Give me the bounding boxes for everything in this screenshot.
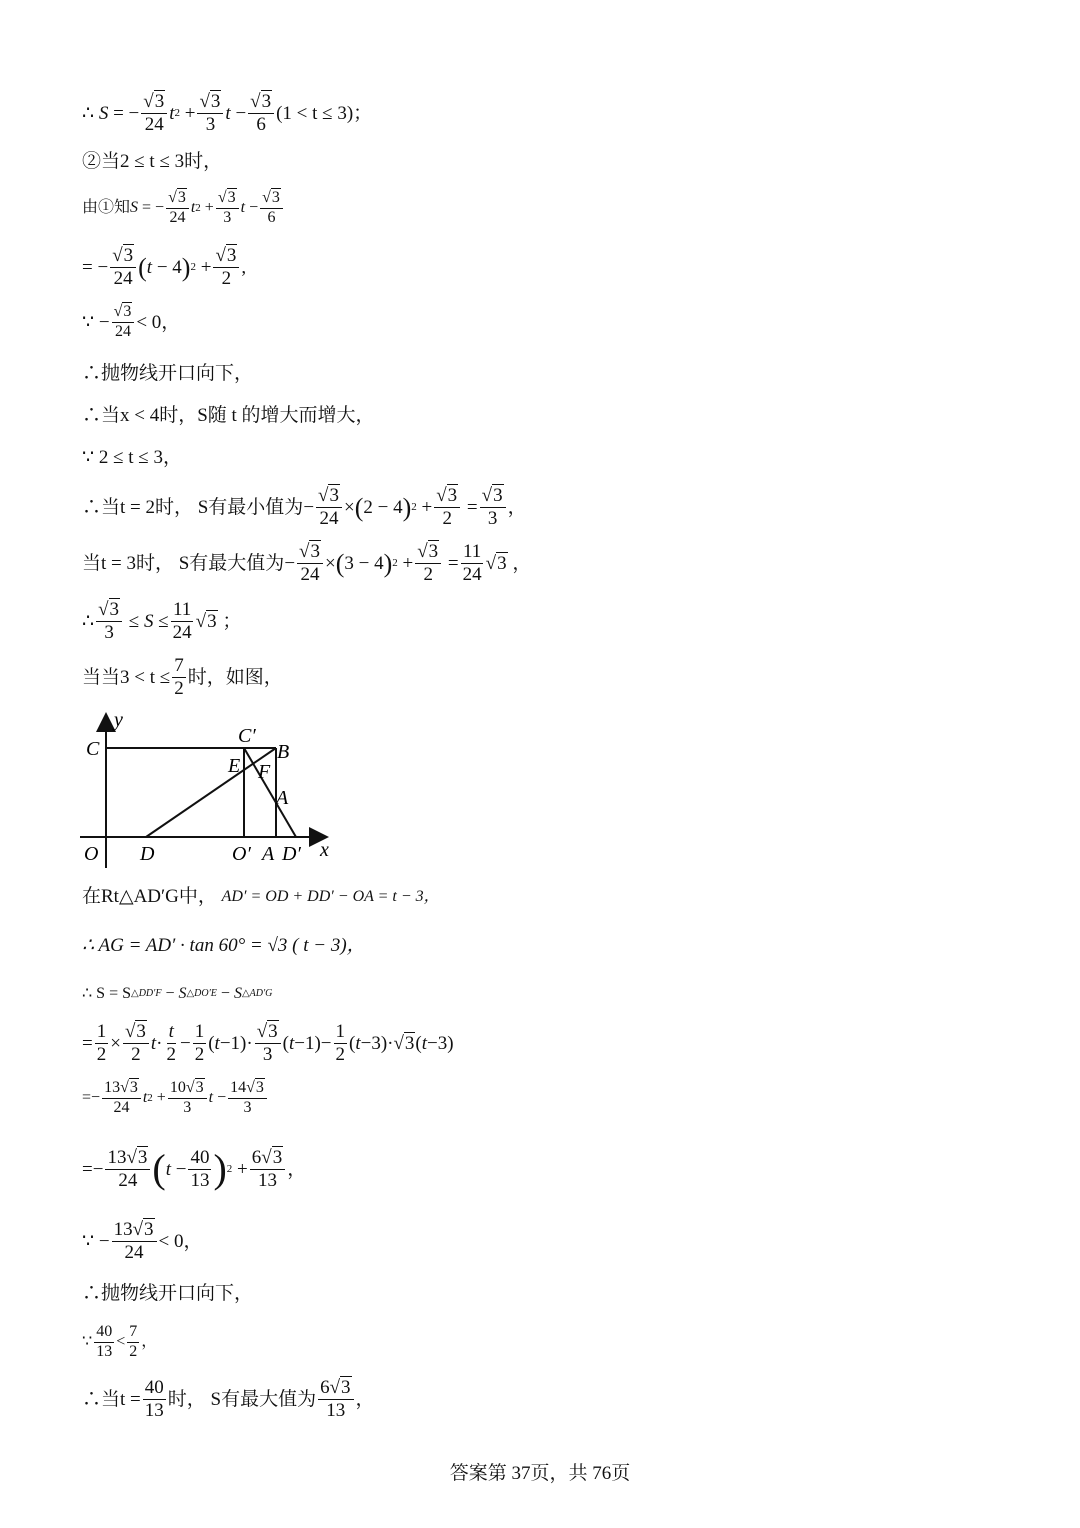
fig-label-C: C bbox=[86, 738, 100, 760]
case-line-2: ②当2 ≤ t ≤ 3时， bbox=[82, 151, 223, 172]
formula-line-22: ∴当t = $\frac{40}{13}$ 时， S有最大值为 $\frac{6√ 3}{13}$ ， bbox=[82, 1378, 375, 1421]
fig-label-E: E bbox=[228, 755, 241, 777]
equation-text: AD′ = OD + DD′ − OA = t − 3， bbox=[221, 887, 440, 905]
equals: = bbox=[82, 1089, 92, 1107]
text-suffix: 时，如图， bbox=[187, 666, 283, 688]
formula-line-1: ∴ S = − √ $\frac{3}{24}$ t 2 + √ $\frac{3}{3}$ t − √ $\frac{3}{6}$ (1 < t ≤ 3)； bbox=[82, 92, 372, 135]
formula-line-11: ∴ √ $\frac{3}{3}$ ≤ S ≤ $\frac{11}{24}$ √ 3 ； bbox=[82, 600, 241, 643]
fig-label-D: D bbox=[140, 843, 155, 865]
formula-line-19: ∵ − $\frac{13√ 3}{24}$ < 0， bbox=[82, 1220, 202, 1263]
fig-label-A-lower: A bbox=[262, 843, 275, 865]
text-rest: < 0， bbox=[136, 311, 181, 333]
geometry-figure bbox=[80, 708, 340, 878]
text-line-20: ∴抛物线开口向下， bbox=[82, 1283, 254, 1304]
formula-line-17: = − $\frac{13√ 3}{24}$ t 2 + $\frac{10√ 3}{3}$ t − $\frac{14√ 3}{3}$ bbox=[82, 1080, 269, 1117]
fig-label-A-upper: A bbox=[276, 787, 289, 809]
text-prefix: 当当3 < t ≤ bbox=[82, 666, 171, 688]
text-prefix: 当t = 3时， S有最大值为 bbox=[82, 552, 285, 574]
formula-line-4: = − √ $\frac{3}{24}$ ( t − 4 ) 2 + √ $\frac{3}{2}$ , bbox=[82, 246, 246, 289]
fig-label-B: B bbox=[277, 741, 290, 763]
formula-line-5: ∵ − √ $\frac{3}{24}$ < 0， bbox=[82, 304, 180, 341]
formula-line-16: = $\frac{1}{2}$ × √ $\frac{3}{2}$ t · $\frac{t}{2}$ − $\frac{1}{2}$ ( t −1)· √ $\frac{3}{3}$ ( t −1)− $\frac{1}{2}$ ( t −3)· √ 3 ( t −3) bbox=[82, 1022, 454, 1065]
fig-label-Oprime: O′ bbox=[232, 843, 251, 865]
equals: = bbox=[82, 1032, 93, 1054]
formula-line-3: 由①知 S = − √ $\frac{3}{24}$ t 2 + √ $\frac{3}{3}$ t − √ $\frac{3}{6}$ bbox=[82, 190, 285, 227]
therefore-symbol: ∴ bbox=[82, 102, 95, 124]
text-line-7: ∴当x < 4时，S随 t 的增大而增大， bbox=[82, 405, 375, 426]
range-text: (1 < t ≤ 3)； bbox=[276, 102, 373, 124]
fig-label-F: F bbox=[258, 761, 271, 783]
equals: = bbox=[82, 1158, 93, 1180]
text-prefix: ∴当t = 2时， S有最小值为 bbox=[82, 496, 304, 518]
fig-label-O: O bbox=[84, 843, 99, 865]
formula-line-9: ∴当t = 2时， S有最小值为 − √ $\frac{3}{24}$ × ( 2 − 4 ) 2 + √ $\frac{3}{2}$ = √ $\frac{3}{3}$ ， bbox=[82, 486, 527, 529]
text-prefix: ∴当t = bbox=[82, 1388, 141, 1410]
text-line-8: ∵ 2 ≤ t ≤ 3， bbox=[82, 447, 182, 468]
formula-line-10: 当t = 3时， S有最大值为 − √ $\frac{3}{24}$ × ( 3 − 4 ) 2 + √ $\frac{3}{2}$ = $\frac{11}{24}$ √ 3 ， bbox=[82, 542, 531, 585]
text-mid: 时， S有最大值为 bbox=[167, 1388, 317, 1410]
because-symbol: ∵ bbox=[82, 1333, 93, 1351]
text-rest: < 0， bbox=[158, 1230, 203, 1252]
formula-line-18: = − $\frac{13√ 3}{24}$ ( t − $\frac{40}{13}$ ) 2 + $\frac{6√ 3}{13}$ ， bbox=[82, 1148, 306, 1191]
formula-line-15: ∴ S = S △DD′F − S △DO′E − S △AD′G bbox=[82, 985, 273, 1002]
therefore-symbol: ∴ bbox=[82, 610, 95, 632]
fig-label-x: x bbox=[320, 839, 329, 861]
comma: , bbox=[241, 256, 247, 278]
because-symbol: ∵ bbox=[82, 1230, 95, 1252]
text-prefix: ∴ S = S bbox=[82, 985, 131, 1002]
text-prefix: 由①知 bbox=[82, 199, 131, 217]
page-footer: 答案第 37页，共 76页 bbox=[449, 1463, 631, 1484]
text-prefix: 在Rt△AD′G中， bbox=[82, 886, 217, 907]
because-symbol: ∵ bbox=[82, 311, 95, 333]
case-line-12: 当当3 < t ≤ $\frac{7}{2}$ 时，如图， bbox=[82, 655, 283, 699]
text-line-14: ∴ AG = AD′ · tan 60° = √3 ( t − 3)， bbox=[82, 935, 366, 956]
formula-line-21: ∵ $\frac{40}{13}$ < $\frac{7}{2}$ ， bbox=[82, 1323, 158, 1360]
fig-label-Dprime: D′ bbox=[282, 843, 301, 865]
text-line-13 bbox=[82, 887, 440, 906]
fig-label-y: y bbox=[114, 709, 123, 731]
text-line-6: ∴抛物线开口向下， bbox=[82, 363, 254, 384]
fig-label-Cprime: C′ bbox=[238, 725, 256, 747]
